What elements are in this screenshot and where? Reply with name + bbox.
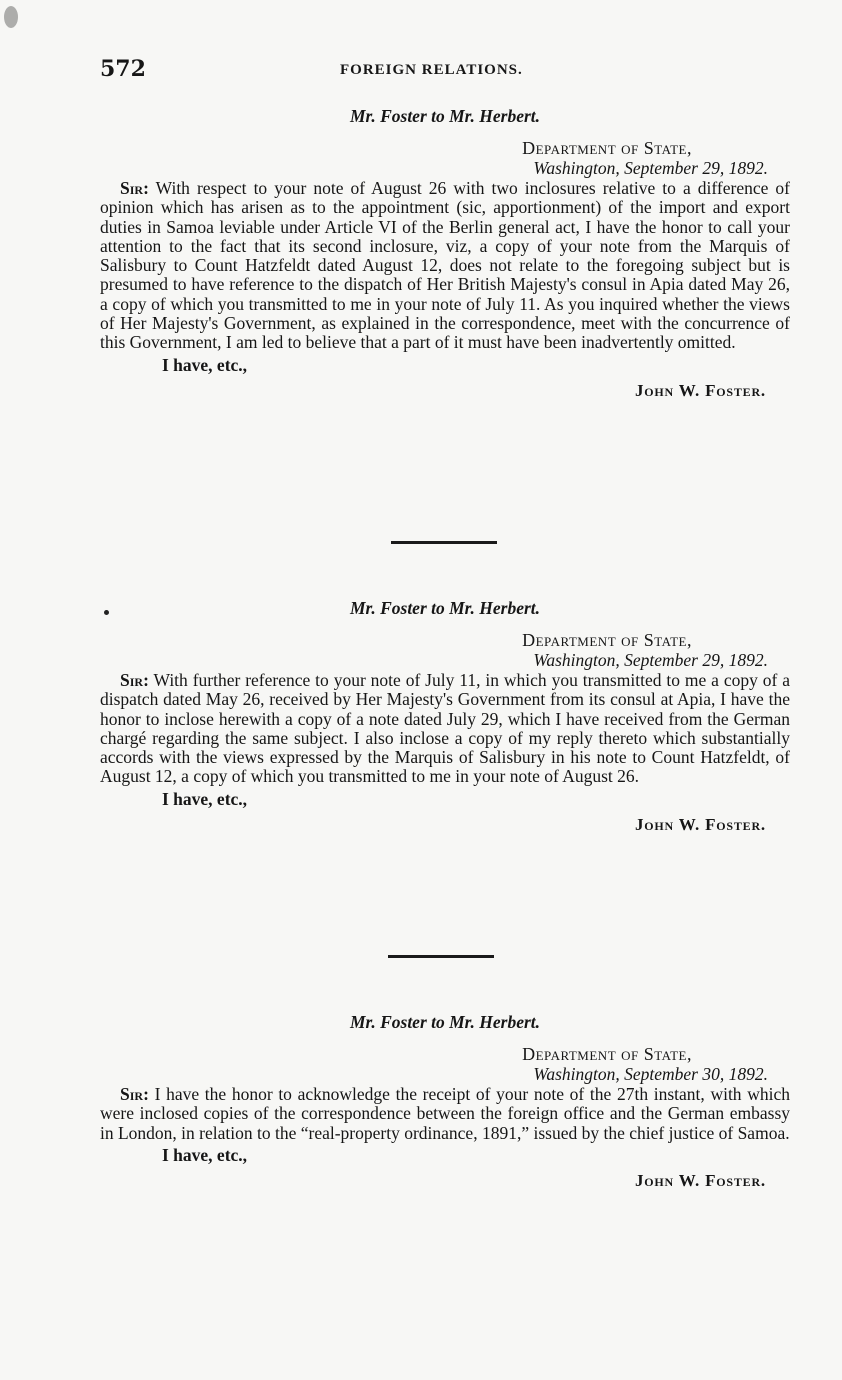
closing: I have, etc., — [162, 354, 248, 375]
department-line: Department of State, — [522, 1044, 692, 1064]
closing: I have, etc., — [162, 1144, 248, 1165]
salutation: Sir: — [120, 178, 149, 198]
scan-speck — [104, 610, 109, 615]
section-divider — [391, 541, 497, 544]
running-head: FOREIGN RELATIONS. — [340, 62, 523, 78]
salutation: Sir: — [120, 670, 149, 690]
page-number: 572 — [100, 56, 146, 82]
page-header — [100, 56, 790, 86]
salutation: Sir: — [120, 1084, 149, 1104]
signature-name: John W. Foster. — [634, 380, 766, 400]
signature — [100, 1171, 790, 1191]
signature-name: John W. Foster. — [634, 814, 766, 834]
signature-name: John W. Foster. — [634, 1170, 766, 1190]
letter-2 — [100, 598, 790, 835]
department-line: Department of State, — [522, 138, 692, 158]
letter-text: With further reference to your note of July 11, in which you transmitted to me a copy of a dispatch dated May 26, received by Her Majesty's Government from its consul at Apia, I have the honor to inclose herewith a copy of a note dated July 29, which I have received from the German chargé regarding the same subject. I also inclose a copy of my reply thereto which substantially accords with the views expressed by the Marquis of Salisbury in his note to Count Hatzfeldt, of August 12, a copy of which you transmitted to me in your note of August 26. — [100, 670, 790, 787]
letter-title: Mr. Foster to Mr. Herbert. — [349, 106, 541, 126]
letter-text: With respect to your note of August 26 with two inclosures relative to a difference of opinion which has arisen as to the appointment (sic, apportionment) of the import and export duties in Samoa leviable under Article VI of the Berlin general act, I have the honor to call your attention to the fact that its second inclosure, viz, a copy of your note from the Marquis of Salisbury to Count Hatzfeldt dated August 12, does not relate to the foregoing subject but is presumed to have reference to the dispatch of Her British Majesty's consul in Apia dated May 26, a copy of which you transmitted to me in your note of July 11. As you inquired whether the views of Her Majesty's Government, as explained in the correspondence, meet with the concurrence of this Government, I am led to believe that a part of it must have been inadvertently omitted. — [100, 178, 790, 353]
closing: I have, etc., — [162, 788, 248, 809]
department-line: Department of State, — [522, 630, 692, 650]
section-divider — [388, 955, 494, 958]
letter-date: Washington, September 29, 1892. — [533, 158, 768, 178]
signature — [100, 815, 790, 835]
letter-title: Mr. Foster to Mr. Herbert. — [349, 598, 541, 618]
letter-date: Washington, September 30, 1892. — [533, 1064, 768, 1084]
letter-body — [100, 671, 790, 787]
letter-body — [100, 179, 790, 353]
letter-3 — [100, 1012, 790, 1191]
letter-date: Washington, September 29, 1892. — [533, 650, 768, 670]
letter-1 — [100, 106, 790, 401]
signature — [100, 381, 790, 401]
letter-body — [100, 1085, 790, 1143]
letter-title: Mr. Foster to Mr. Herbert. — [349, 1012, 541, 1032]
scan-speck — [4, 6, 18, 28]
letter-text: I have the honor to acknowledge the receipt of your note of the 27th instant, with which were inclosed copies of the correspondence between the foreign office and the German embassy in London, in relation to the “real-property ordinance, 1891,” issued by the chief justice of Samoa. — [100, 1084, 790, 1143]
